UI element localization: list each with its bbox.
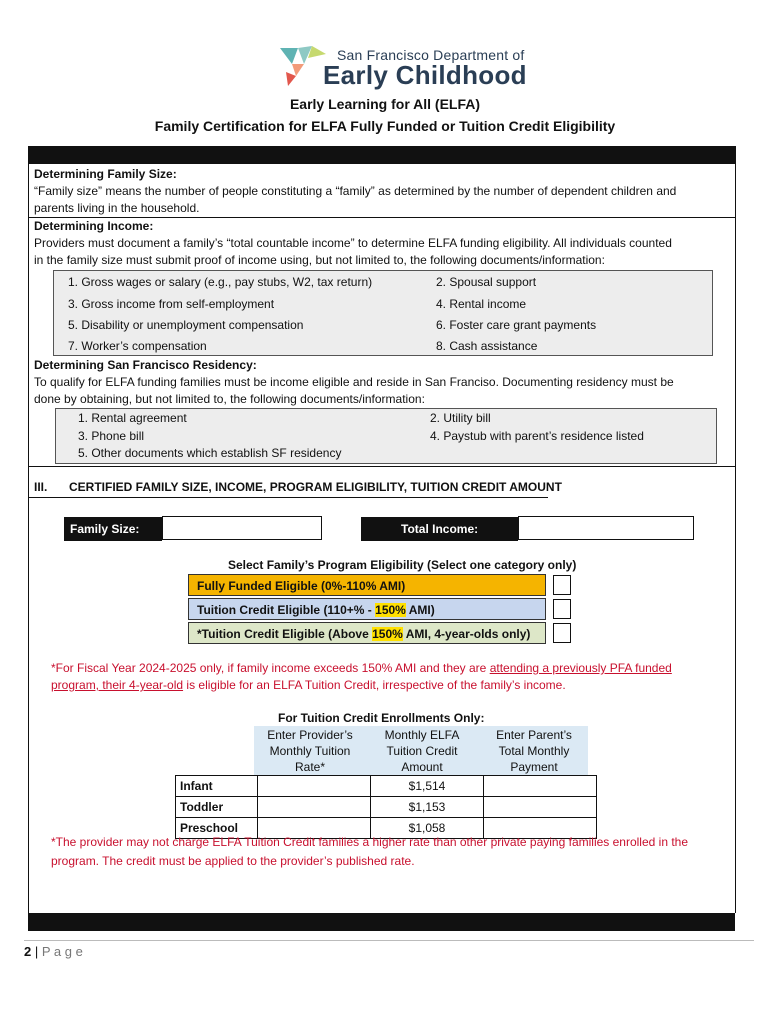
list-item: 7. Worker’s compensation	[68, 339, 207, 353]
list-item: 8. Cash assistance	[436, 339, 538, 353]
frame-right	[735, 466, 736, 913]
list-item: 3. Gross income from self-employment	[68, 297, 275, 311]
divider	[28, 466, 735, 467]
section-bar-bottom	[28, 913, 735, 931]
parent-payment-input[interactable]	[484, 797, 597, 818]
list-item: 6. Foster care grant payments	[436, 318, 597, 332]
fy-note-line1	[51, 661, 672, 675]
note-underlined: attending a previously PFA funded	[489, 661, 672, 675]
provider-rate-input[interactable]	[258, 797, 371, 818]
option-text: AMI, 4-year-olds only)	[402, 627, 531, 641]
residency-documents-list	[55, 408, 717, 464]
list-item: 2. Spousal support	[436, 275, 537, 289]
list-item: 4. Rental income	[436, 297, 527, 311]
elfa-amount: $1,153	[371, 797, 484, 818]
provider-note-line1: *The provider may not charge ELFA Tuition Credit families a higher rate than other private paying families enrolled in the	[51, 835, 689, 849]
income-text1: Providers must document a family’s “total countable income” to determine ELFA funding eligibility. All individuals counted	[34, 236, 672, 250]
header-line: Total Monthly	[498, 744, 570, 758]
tuition-credit-checkbox[interactable]	[553, 599, 571, 619]
tuition-credit-option	[188, 598, 546, 620]
table-row	[176, 797, 597, 818]
list-item: 1. Gross wages or salary (e.g., pay stubs, W2, tax return)	[68, 275, 373, 289]
section-iii-title: CERTIFIED FAMILY SIZE, INCOME, PROGRAM ELIGIBILITY, TUITION CREDIT AMOUNT	[69, 480, 562, 494]
section-bar-top	[28, 146, 735, 164]
page-sep: |	[31, 944, 42, 959]
list-item: 3. Phone bill	[78, 429, 145, 443]
header-line: Monthly ELFA	[384, 728, 460, 742]
parent-payment-input[interactable]	[484, 776, 597, 797]
residency-text2: done by obtaining, but not limited to, the following documents/information:	[34, 392, 425, 406]
tuition-credit-4yo-checkbox[interactable]	[553, 623, 571, 643]
family-size-text1: “Family size” means the number of people constituting a “family” as determined by the number of dependent children and	[34, 184, 677, 198]
family-size-input[interactable]	[162, 516, 322, 540]
list-item: 4. Paystub with parent’s residence listed	[430, 429, 644, 443]
total-income-label: Total Income:	[361, 517, 518, 541]
divider	[28, 497, 548, 498]
residency-text1: To qualify for ELFA funding families must be income eligible and reside in San Franciso. Documenting residency must be	[34, 375, 674, 389]
frame-right	[735, 146, 736, 466]
fully-funded-checkbox[interactable]	[553, 575, 571, 595]
logo-line1: San Francisco Department of	[337, 47, 525, 63]
option-highlight: 150%	[372, 627, 403, 641]
option-text: Tuition Credit Eligible (110+% -	[197, 603, 376, 617]
sfdec-logo	[278, 44, 328, 88]
total-income-input[interactable]	[518, 516, 694, 540]
option-text: *Tuition Credit Eligible (Above	[197, 627, 373, 641]
tuition-heading: For Tuition Credit Enrollments Only:	[278, 711, 485, 725]
list-item: 5. Disability or unemployment compensation	[68, 318, 304, 332]
eligibility-heading: Select Family’s Program Eligibility (Select one category only)	[228, 558, 577, 572]
page-word: P a g e	[41, 944, 83, 959]
list-item: 2. Utility bill	[430, 411, 491, 425]
frame-left	[28, 146, 29, 466]
note-text: is eligible for an ELFA Tuition Credit, irrespective of the family’s income.	[183, 678, 566, 692]
income-heading: Determining Income:	[34, 219, 154, 233]
elfa-amount: $1,058	[371, 818, 484, 839]
header-line: Amount	[401, 760, 443, 774]
fully-funded-option: Fully Funded Eligible (0%-110% AMI)	[188, 574, 546, 596]
parent-payment-header	[478, 727, 590, 775]
row-label: Toddler	[176, 797, 258, 818]
option-text: AMI)	[405, 603, 435, 617]
frame-left	[28, 466, 29, 913]
header-line: Payment	[510, 760, 558, 774]
family-size-heading: Determining Family Size:	[34, 167, 177, 181]
elfa-credit-header	[366, 727, 478, 775]
list-item: 1. Rental agreement	[78, 411, 187, 425]
elfa-amount: $1,514	[371, 776, 484, 797]
family-size-label: Family Size:	[64, 517, 162, 541]
family-size-text2: parents living in the household.	[34, 201, 200, 215]
provider-rate-input[interactable]	[258, 776, 371, 797]
section-iii-number: III.	[34, 480, 48, 494]
page-footer	[24, 944, 83, 959]
header-line: Enter Provider’s	[267, 728, 353, 742]
logo-line2: Early Childhood	[323, 60, 527, 90]
tuition-credit-4yo-option	[188, 622, 546, 644]
provider-note-line2: program. The credit must be applied to the provider’s published rate.	[51, 854, 415, 868]
table-row	[176, 776, 597, 797]
header-line: Tuition Credit	[386, 744, 458, 758]
income-text2: in the family size must submit proof of income using, but not limited to, the following documents/information:	[34, 253, 605, 267]
logo-mark-icon	[278, 44, 328, 88]
row-label: Infant	[176, 776, 258, 797]
fy-note-line2	[51, 678, 566, 692]
note-text: *For Fiscal Year 2024-2025 only, if family income exceeds 150% AMI and they are	[51, 661, 490, 675]
tuition-table	[175, 775, 597, 839]
list-item: 5. Other documents which establish SF residency	[78, 446, 342, 460]
header-line: Enter Parent’s	[496, 728, 572, 742]
row-label: Preschool	[176, 818, 258, 839]
header-line: Monthly Tuition	[269, 744, 351, 758]
note-underlined: program, their 4-year-old	[51, 678, 184, 692]
divider	[28, 217, 735, 218]
income-documents-list	[53, 270, 713, 356]
provider-rate-header	[254, 727, 366, 775]
residency-heading: Determining San Francisco Residency:	[34, 358, 257, 372]
option-highlight: 150%	[375, 603, 406, 617]
page-number: 2	[24, 944, 32, 959]
footer-rule	[24, 940, 754, 941]
doc-subtitle: Family Certification for ELFA Fully Funded or Tuition Credit Eligibility	[154, 118, 616, 134]
doc-title: Early Learning for All (ELFA)	[289, 96, 481, 112]
header-line: Rate*	[294, 760, 326, 774]
